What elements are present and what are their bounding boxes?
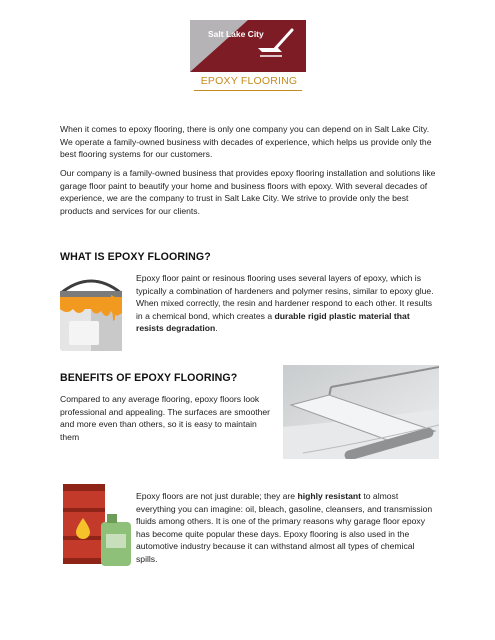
chemical-barrels-icon	[57, 478, 135, 570]
what-text-end: .	[215, 323, 218, 334]
resistance-text-bold: highly resistant	[297, 491, 361, 501]
intro-text-2: Our company is a family-owned business that provides epoxy flooring installation and solutions like garage floor paint to beautify your home and business floors with epoxy. With several decades of experience, we are the company to trust in Salt Lake City. We strive to provide only the best products and services for our clients.	[60, 168, 436, 216]
benefits-heading: BENEFITS OF EPOXY FLOORING?	[60, 372, 238, 384]
intro-text-1: When it comes to epoxy flooring, there is only one company you can depend on in Salt Lake City. We operate a family-owned business with decades of experience, which helps us provide only the best flooring systems for our customers.	[60, 124, 432, 160]
what-text-main: Epoxy floor paint or resinous flooring uses several layers of epoxy, which is typically a combination of hardeners and polymer resins, similar to epoxy glue. When mixed correctly, the resin and hardener respond to each other. It results in a chemical bond, which creates a	[136, 273, 434, 321]
resistance-text-start: Epoxy floors are not just durable; they are	[136, 491, 298, 501]
company-logo	[190, 20, 306, 96]
what-paragraph	[136, 272, 436, 335]
what-text-bold: durable rigid plastic material that resists degradation	[136, 310, 410, 334]
floor-roller-photo	[283, 365, 439, 459]
what-heading: WHAT IS EPOXY FLOORING?	[60, 251, 211, 263]
what-text	[136, 272, 436, 335]
logo-underline	[194, 90, 302, 91]
benefits-paragraph	[60, 393, 275, 443]
logo-city-text: Salt Lake City	[208, 29, 264, 39]
intro-paragraph-1	[60, 123, 440, 161]
benefits-text: Compared to any average flooring, epoxy floors look professional and appealing. The surfaces are smoother and more even than others, so it is easy to maintain them	[60, 394, 271, 442]
resistance-text	[136, 490, 438, 566]
logo-subtitle: EPOXY FLOORING	[200, 75, 298, 87]
resistance-text-rest: to almost everything you can imagine: oil, bleach, gasoline, cleansers, and transmission fluids among others. It is one of the primary reasons why garage floor epoxy has become quite popular these days. Epoxy flooring is also used in the automotive industry because it can withstand almost all types of chemical spills.	[136, 491, 433, 564]
paint-bucket-icon	[55, 275, 127, 355]
resistance-paragraph	[136, 490, 438, 566]
intro-paragraph-2	[60, 167, 438, 217]
logo-gray-triangle	[190, 20, 248, 72]
